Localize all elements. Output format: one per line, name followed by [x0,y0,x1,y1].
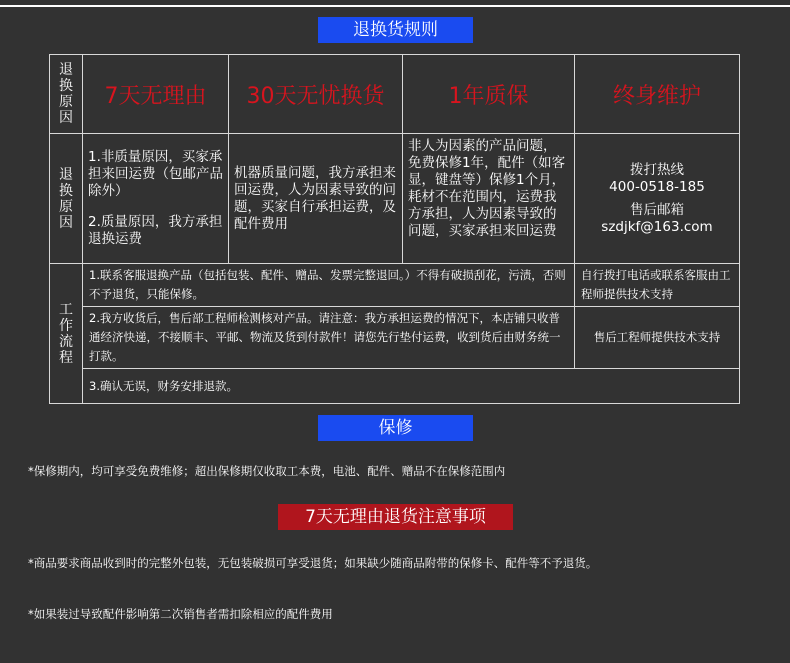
top-divider [0,5,790,7]
reason-lifetime [575,134,740,264]
table-row-headers [50,55,740,134]
reason-1year: 非人为因素的产品问题，免费保修1年，配件（如客显，键盘等）保修1个月，耗材不在范围内，运费我方承担，人为因素导致的问题，买家承担来回运费 [403,134,575,264]
reason-30day: 机器质量问题，我方承担来回运费，人为因素导致的问题，买家自行承担运费，及配件费用 [229,134,403,264]
return-note-1: *商品要求商品收到时的完整外包装，无包装破损可享受退货；如果缺少随商品附带的保修卡、配件等不予退货。 [28,556,598,570]
return-notes-banner: 7天无理由退货注意事项 [278,504,513,530]
hotline-number: 400-0518-185 [609,178,705,195]
header-7day: 7天无理由 [83,55,229,134]
process-step-1: 1.联系客服退换产品（包括包装、配件、赠品、发票完整退回。）不得有破损刮花，污渍，否则不予退货，只能保修。 [83,264,575,307]
email-address: szdjkf@163.com [601,218,713,235]
table-row-step2 [50,307,740,369]
table-row-step1 [50,264,740,307]
header-lifetime: 终身维护 [575,55,740,134]
row-label-process: 工作流程 [50,264,83,404]
process-step-2-side: 售后工程师提供技术支持 [575,307,740,369]
warranty-note: *保修期内，均可享受免费维修；超出保修期仅收取工本费，电池、配件、赠品不在保修范围内 [28,464,506,478]
process-step-3: 3.确认无误，财务安排退款。 [83,369,740,404]
return-note-2: *如果装过导致配件影响第二次销售者需扣除相应的配件费用 [28,607,333,621]
header-30day: 30天无忧换货 [229,55,403,134]
table-row-reasons [50,134,740,264]
row-label-reason-1: 退换原因 [50,55,83,134]
row-label-reason-2: 退换原因 [50,134,83,264]
warranty-banner: 保修 [318,415,473,441]
header-1year: 1年质保 [403,55,575,134]
process-step-1-side: 自行拨打电话或联系客服由工程师提供技术支持 [575,264,740,307]
return-policy-table [49,54,740,404]
process-step-2: 2.我方收货后，售后部工程师检测核对产品。请注意：我方承担运费的情况下，本店铺只收普通经济快递，不接顺丰、平邮、物流及货到付款件！请您先行垫付运费，收到货后由财务统一打款。 [83,307,575,369]
rules-banner: 退换货规则 [318,17,473,43]
table-row-step3 [50,369,740,404]
email-label: 售后邮箱 [630,201,684,218]
reason-7day: 1.非质量原因，买家承担来回运费（包邮产品除外） 2.质量原因，我方承担退换运费 [83,134,229,264]
hotline-label: 拨打热线 [630,161,684,178]
